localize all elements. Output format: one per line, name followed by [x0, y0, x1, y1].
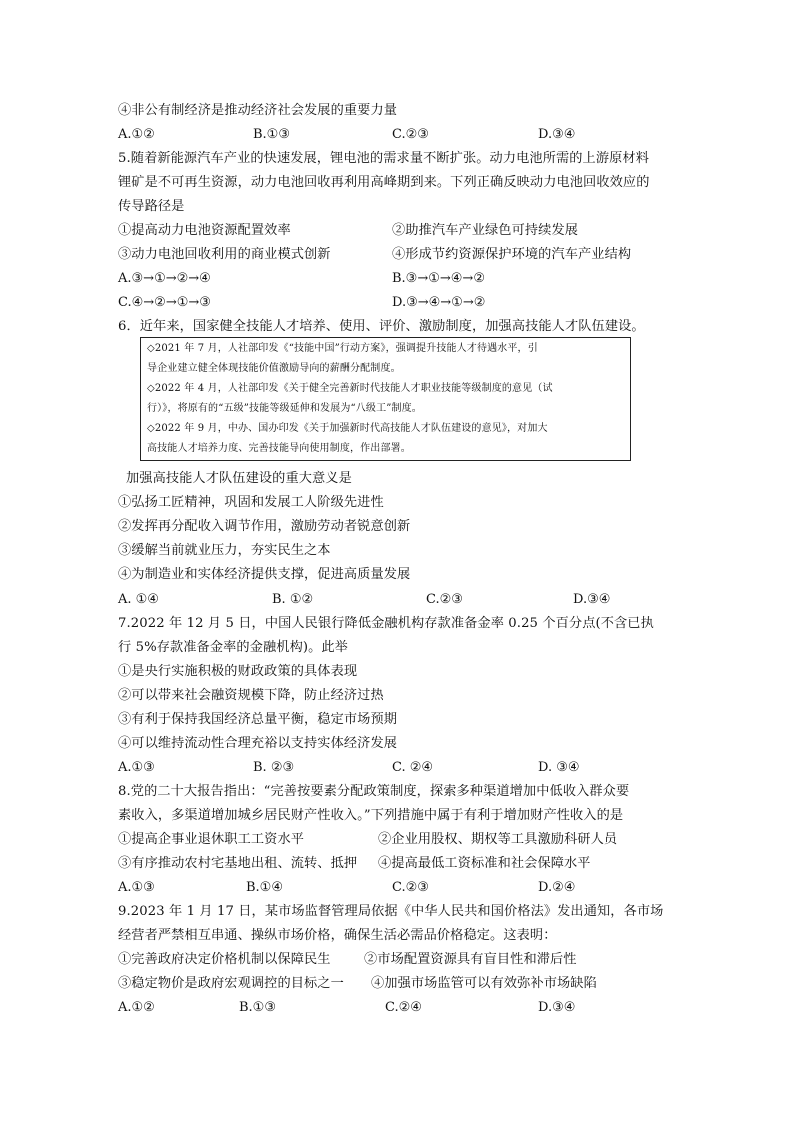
q4-statement-4: ④非公有制经济是推动经济社会发展的重要力量 — [118, 103, 398, 118]
q5-option-b[interactable]: B.③→①→④→② — [392, 271, 485, 286]
q6-item-1: ①弘扬工匠精神，巩固和发展工人阶级先进性 — [118, 495, 384, 510]
q9-item-1: ①完善政府决定价格机制以保障民生 — [118, 952, 331, 967]
q9-item-4: ④加强市场监管可以有效弥补市场缺陷 — [371, 976, 597, 991]
q8-option-b[interactable]: B.①④ — [246, 880, 283, 895]
q4-option-d[interactable]: D.③④ — [538, 127, 576, 142]
q7-option-a[interactable]: A.①③ — [118, 760, 155, 775]
q5-stem-line-2: 锂矿是不可再生资源，动力电池回收再利用高峰期到来。下列正确反映动力电池回收效应的 — [118, 175, 650, 190]
q4-option-c[interactable]: C.②③ — [392, 127, 429, 142]
q8-item-4: ④提高最低工资标准和社会保障水平 — [378, 856, 591, 871]
q6-option-d[interactable]: D.③④ — [573, 592, 611, 607]
q6-material-line-3: ◇2022 年 4 月，人社部印发《关于健全完善新时代技能人才职业技能等级制度的意见（试 — [147, 383, 553, 394]
q6-option-c[interactable]: C.②③ — [426, 592, 463, 607]
q9-option-b[interactable]: B.①③ — [239, 1000, 276, 1015]
q6-item-4: ④为制造业和实体经济提供支撑，促进高质量发展 — [118, 567, 411, 582]
q6-question: 加强高技能人才队伍建设的重大意义是 — [126, 471, 352, 486]
q9-option-d[interactable]: D.③④ — [538, 1000, 576, 1015]
q9-stem-line-1: 9.2023 年 1 月 17 日，某市场监督管理局依据《中华人民共和国价格法》发出通知，各市场 — [118, 904, 664, 919]
q4-option-a[interactable]: A.①② — [118, 127, 155, 142]
q9-option-c[interactable]: C.②④ — [385, 1000, 422, 1015]
q6-material-box — [140, 337, 631, 461]
q9-item-3: ③稳定物价是政府宏观调控的目标之一 — [118, 976, 344, 991]
q8-item-2: ②企业用股权、期权等工具激励科研人员 — [378, 832, 618, 847]
q6-material-line-1: ◇2021 年 7 月，人社部印发《“技能中国”行动方案》，强调提升技能人才待遇水平，引 — [147, 343, 538, 354]
q8-item-1: ①提高企事业退休职工工资水平 — [118, 832, 305, 847]
q6-option-b[interactable]: B. ①② — [272, 592, 314, 607]
q5-item-4: ④形成节约资源保护环境的汽车产业结构 — [392, 247, 632, 262]
q4-option-b[interactable]: B.①③ — [253, 127, 290, 142]
q5-option-d[interactable]: D.③→④→①→② — [392, 295, 486, 310]
q5-item-1: ①提高动力电池资源配置效率 — [118, 223, 291, 238]
q7-item-4: ④可以维持流动性合理充裕以支持实体经济发展 — [118, 736, 398, 751]
q7-item-3: ③有利于保持我国经济总量平衡，稳定市场预期 — [118, 712, 398, 727]
q8-option-d[interactable]: D.②④ — [538, 880, 576, 895]
q7-item-2: ②可以带来社会融资规模下降，防止经济过热 — [118, 688, 384, 703]
q5-option-c[interactable]: C.④→②→①→③ — [118, 295, 211, 310]
q7-stem-line-2: 行 5%存款准备金率的金融机构)。此举 — [118, 640, 348, 655]
q7-option-c[interactable]: C. ②④ — [392, 760, 434, 775]
q8-stem-line-1: 8.党的二十大报告指出：“完善按要素分配政策制度，探索多种渠道增加中低收入群众要 — [118, 784, 630, 799]
q5-stem-line-3: 传导路径是 — [118, 199, 185, 214]
q7-item-1: ①是央行实施积极的财政政策的具体表现 — [118, 664, 358, 679]
q5-option-a[interactable]: A.③→①→②→④ — [118, 271, 211, 286]
q6-item-3: ③缓解当前就业压力，夯实民生之本 — [118, 543, 331, 558]
q5-stem-line-1: 5.随着新能源汽车产业的快速发展，锂电池的需求量不断扩张。动力电池所需的上游原材料 — [118, 151, 649, 166]
q6-material-line-4: 行）》，将原有的“五级”技能等级延伸和发展为“八级工”制度。 — [147, 403, 422, 414]
q6-option-a[interactable]: A. ①④ — [118, 592, 159, 607]
q6-material-line-5: ◇2022 年 9 月，中办、国办印发《关于加强新时代高技能人才队伍建设的意见》，对加大 — [147, 423, 548, 434]
q8-option-c[interactable]: C.②③ — [392, 880, 429, 895]
q6-stem: 6．近年来，国家健全技能人才培养、使用、评价、激励制度，加强高技能人才队伍建设。 — [118, 319, 645, 334]
q6-material-line-2: 导企业建立健全体现技能价值激励导向的薪酬分配制度。 — [147, 363, 401, 374]
q9-option-a[interactable]: A.①② — [118, 1000, 155, 1015]
q6-material-line-6: 高技能人才培养力度、完善技能导向使用制度，作出部署。 — [147, 443, 411, 454]
q8-item-3: ③有序推动农村宅基地出租、流转、抵押 — [118, 856, 358, 871]
q8-option-a[interactable]: A.①③ — [118, 880, 155, 895]
q7-option-b[interactable]: B. ②③ — [253, 760, 295, 775]
q8-stem-line-2: 素收入，多渠道增加城乡居民财产性收入。”下列措施中属于有利于增加财产性收入的是 — [118, 808, 624, 823]
q7-stem-line-1: 7.2022 年 12 月 5 日，中国人民银行降低金融机构存款准备金率 0.25 个百分点(不含已执 — [118, 616, 654, 631]
q9-item-2: ②市场配置资源具有盲目性和滞后性 — [364, 952, 577, 967]
q5-item-3: ③动力电池回收利用的商业模式创新 — [118, 247, 331, 262]
q5-item-2: ②助推汽车产业绿色可持续发展 — [392, 223, 579, 238]
q6-item-2: ②发挥再分配收入调节作用，激励劳动者锐意创新 — [118, 519, 411, 534]
q7-option-d[interactable]: D. ③④ — [538, 760, 580, 775]
q9-stem-line-2: 经营者严禁相互串通、操纵市场价格，确保生活必需品价格稳定。这表明： — [118, 928, 557, 943]
